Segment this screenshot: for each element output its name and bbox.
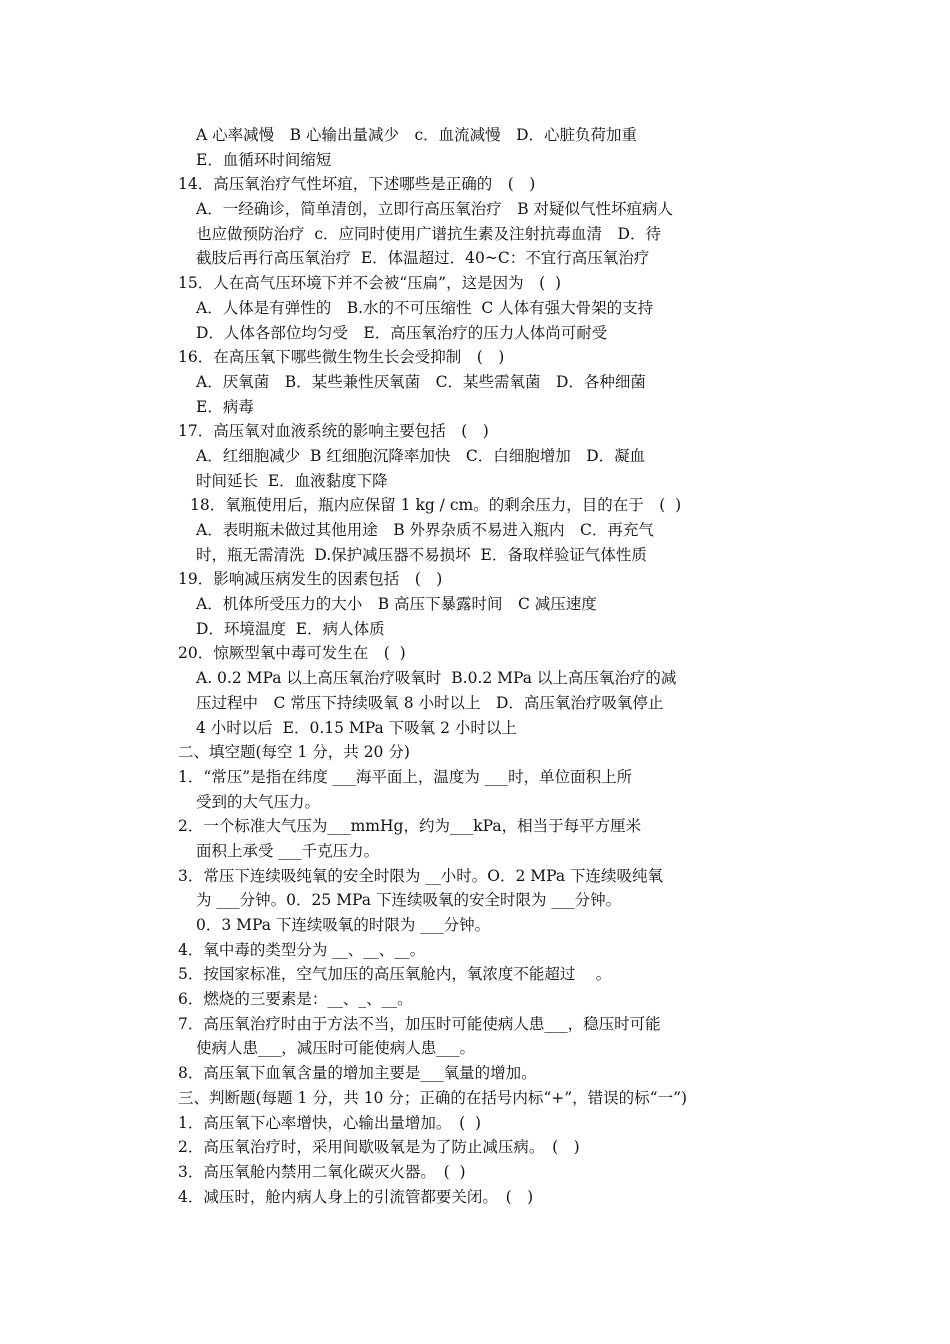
text-line: 1．高压氧下心率增快，心输出量增加。 ( )	[178, 1113, 482, 1132]
text-line: 时间延长 E．血液黏度下降	[196, 471, 388, 490]
text-line: 3．常压下连续吸纯氧的安全时限为 __小时。O．2 MPa 下连续吸纯氧	[178, 866, 664, 885]
text-line: 14．高压氧治疗气性坏疽，下述哪些是正确的 ( )	[178, 175, 536, 194]
text-line: A．人体是有弹性的 B.水的不可压缩性 C 人体有强大骨架的支持	[196, 298, 654, 317]
text-line: 使病人患___，减压时可能使病人患___。	[196, 1039, 476, 1058]
text-line: E．血循环时间缩短	[196, 150, 332, 169]
text-line: 3．高压氧舱内禁用二氧化碳灭火器。 ( )	[178, 1162, 466, 1181]
text-line: 面积上承受 ___千克压力。	[196, 841, 380, 860]
text-line: 4．氧中毒的类型分为 __、__、__。	[178, 940, 426, 959]
text-line: 4．减压时，舱内病人身上的引流管都要关闭。 ( )	[178, 1187, 534, 1206]
text-line: 16．在高压氧下哪些微生物生长会受抑制 ( )	[178, 348, 505, 367]
text-line: A．一经确诊，简单清创，立即行高压氧治疗 B 对疑似气性坏疽病人	[196, 200, 674, 219]
text-line: A．表明瓶未做过其他用途 B 外界杂质不易进入瓶内 C．再充气	[196, 521, 654, 539]
text-line: 4 小时以后 E．0.15 MPa 下吸氧 2 小时以上	[196, 718, 517, 737]
text-line: D．人体各部位均匀受 E．高压氧治疗的压力人体尚可耐受	[196, 323, 608, 342]
text-line: 受到的大气压力。	[196, 792, 321, 811]
text-line: 时，瓶无需清洗 D.保护减压器不易损坏 E．备取样验证气体性质	[196, 545, 647, 564]
text-line: 19．影响减压病发生的因素包括 ( )	[178, 570, 443, 589]
text-line: 8．高压氧下血氧含量的增加主要是___氧量的增加。	[178, 1064, 537, 1083]
text-line: 17．高压氧对血液系统的影响主要包括 ( )	[178, 422, 489, 441]
text-line: 二、填空题(每空 1 分，共 20 分)	[178, 743, 410, 762]
text-line: 0．3 MPa 下连续吸氧的时限为 ___分钟。	[196, 916, 491, 934]
text-line: 5．按国家标准，空气加压的高压氧舱内，氧浓度不能超过 。	[178, 965, 612, 984]
text-line: A．厌氧菌 B．某些兼性厌氧菌 C．某些需氧菌 D．各种细菌	[196, 372, 646, 391]
text-line: 压过程中 C 常压下持续吸氧 8 小时以上 D．高压氧治疗吸氧停止	[196, 693, 664, 712]
text-line: D．环境温度 E．病人体质	[196, 619, 385, 638]
text-line: 15．人在高气压环境下并不会被“压扁”，这是因为 ( )	[178, 274, 562, 293]
text-line: A．机体所受压力的大小 B 高压下暴露时间 C 减压速度	[196, 595, 597, 614]
text-line: 6．燃烧的三要素是：__、_、__。	[178, 990, 413, 1009]
text-line: E．病毒	[196, 397, 254, 416]
text-line: 2．一个标准大气压为___mmHg，约为___kPa，相当于每平方厘米	[178, 817, 642, 836]
question-list	[0, 123, 950, 1209]
text-line: 20．惊厥型氧中毒可发生在 ( )	[178, 644, 406, 663]
text-line: 18．氧瓶使用后，瓶内应保留 1 kg / cm。的剩余压力，目的在于 ( )	[190, 496, 682, 515]
text-line: A．红细胞减少 B 红细胞沉降率加快 C．白细胞增加 D．凝血	[196, 446, 646, 465]
text-line: 1．“常压”是指在纬度 ___海平面上，温度为 ___时，单位面积上所	[178, 767, 633, 786]
text-line: 三、判断题(每题 1 分，共 10 分；正确的在括号内标“+”，错误的标“一”)	[178, 1088, 688, 1107]
text-line: 7．高压氧治疗时由于方法不当，加压时可能使病人患___，稳压时可能	[178, 1014, 661, 1033]
text-line: A. 0.2 MPa 以上高压氧治疗吸氧时 B.0.2 MPa 以上高压氧治疗的减	[196, 669, 677, 688]
text-line: 2．高压氧治疗时，采用间歇吸氧是为了防止减压病。 ( )	[178, 1138, 580, 1157]
text-line: 为 ___分钟。0．25 MPa 下连续吸氧的安全时限为 ___分钟。	[196, 891, 622, 910]
text-line: 也应做预防治疗 c．应同时使用广谱抗生素及注射抗毒血清 D．待	[196, 224, 661, 243]
text-line: 截肢后再行高压氧治疗 E．体温超过．40~C：不宜行高压氧治疗	[196, 249, 650, 268]
text-line: A 心率减慢 B 心输出量减少 c．血流减慢 D．心脏负荷加重	[196, 126, 638, 144]
